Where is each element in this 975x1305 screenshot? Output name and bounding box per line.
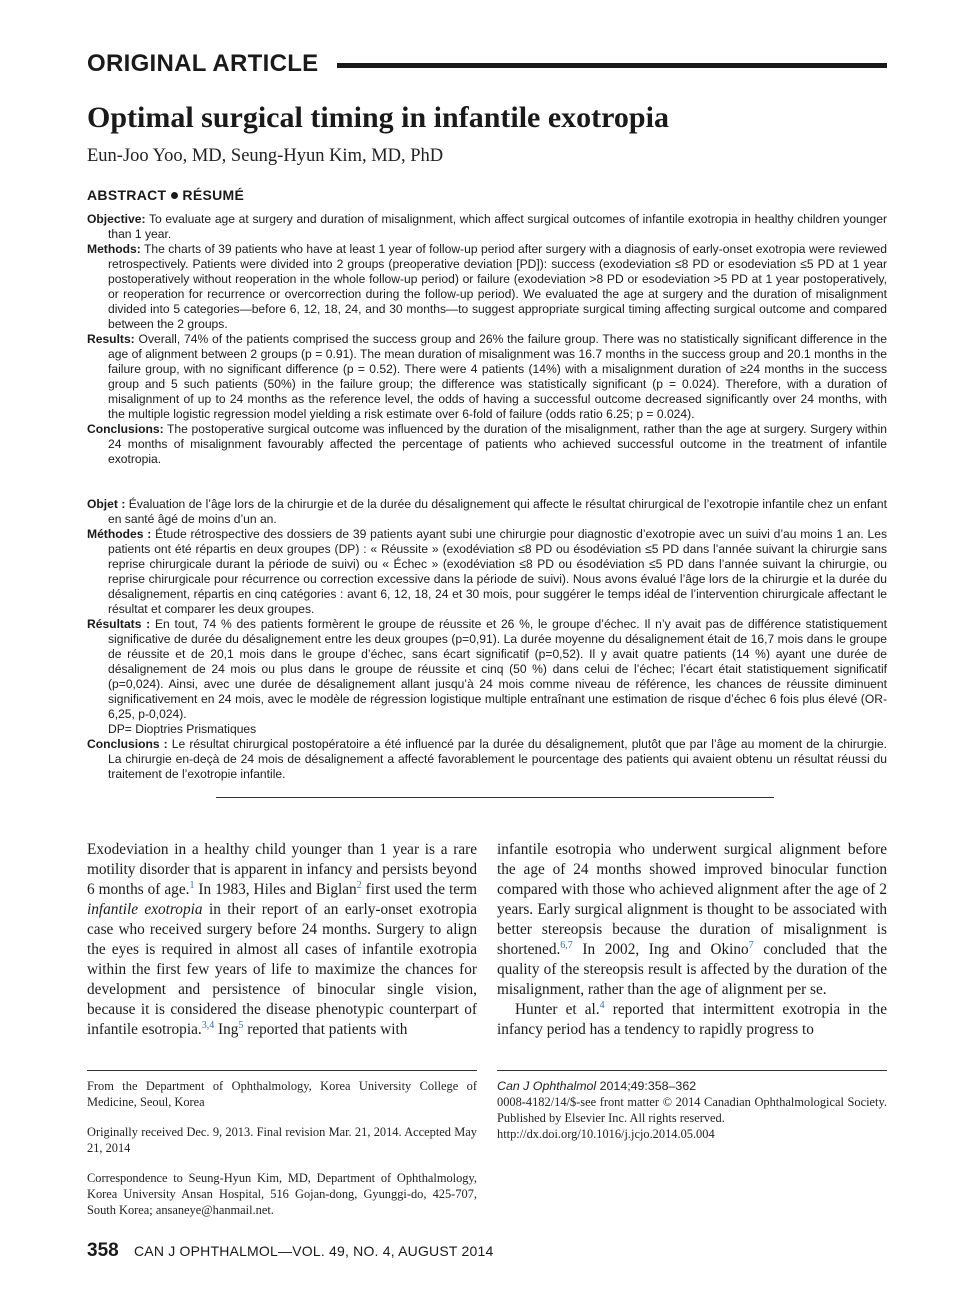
dp-note: DP= Dioptries Prismatiques [108,722,257,736]
term-emphasis: infantile exotropia [87,901,203,918]
abstract-heading-en: ABSTRACT [87,187,167,203]
abstract-conclusions [87,422,887,467]
objet-text: Évaluation de l’âge lors de la chirurgie et de la durée du désalignement qui affecte le résultat chirurgical de l’exotropie infantile chez un enfant en santé âgé de moins d’un an. [108,497,888,526]
section-rule [337,63,887,68]
objet-label: Objet : [87,497,126,511]
conclusions-text: The postoperative surgical outcome was influenced by the duration of the misalignment, rather than the age at surgery. Surgery within 24 months of misalignment favourably affected the percentage of patients who achieved successful outcome in the treatment of infantile exotropia. [108,422,887,466]
journal-citation [497,1078,887,1094]
affiliation-note: From the Department of Ophthalmology, Korea University College of Medicine, Seoul, Korea [87,1079,477,1109]
citation-link[interactable]: 3,4 [201,1019,215,1031]
body-paragraph: Exodeviation in a healthy child younger than 1 year is a rare motility disorder that is apparent in infancy and persists beyond 6 months of age.$^1$ In 1983, Hiles and Biglan$^2$ first used the term infantile exotropia in their report of an early-onset exotropia case who received surgery before 24 months. Surgery to align the eyes is required in almost all cases of infantile exotropia within the first few years of life to maximize the chances for development and persistence of binocular single vision, because it is considered the disease phenotypic counterpart of infantile esotropia.$^{3,4}$ Ing$^5$ reported that patients with [87,841,477,1038]
footnotes-left [87,1078,477,1232]
methodes-text: Étude rétrospective des dossiers de 39 patients ayant subi une chirurgie pour diagnostic d’exotropie avec un suivi d’au moins 1 an. Les patients ont été répartis en deux groupes (DP) : « Réussite » (exodéviation ≤8 PD ou ésodéviation ≤5 PD dans l’année suivant la chirurgie sans reprise chirurgicale durant la période de suivi) ou « Échec » (exodéviation ≤8 PD ou ésodéviation ≤5 PD dans l’année suivant la chirurgie, ou reprise chirurgicale pour récurrence ou correction excessive dans la période de suivi). Nous avons évalué l’âge lors de la chirurgie et la durée du désalignement, répartis en cinq catégories : avant 6, 12, 18, 24 et 30 mois, pour suggérer le temps idéal de l’intervention chirurgicale affectant le résultat et comparer les deux groupes. [108,527,887,616]
methods-text: The charts of 39 patients who have at least 1 year of follow-up period after surgery with a diagnosis of early-onset exotropia were reviewed retrospectively. Patients were divided into 2 groups (preoperative deviation [PD]): success (exodeviation ≤8 PD or esodeviation ≤5 PD at 1 year postoperatively without reoperation in the whole follow-up period) or failure (exodeviation >8 PD or esodeviation >5 PD at 1 year postoperatively, or reoperation for recurrence or overcorrection during the follow-up period). We evaluated the age at surgery and the duration of misalignment divided into 5 categories—before 6, 12, 18, 24, and 30 months—to suggest appropriate surgical timing affecting surgical outcome and compared between the 2 groups. [108,242,887,331]
conclusions-fr-label: Conclusions : [87,737,168,751]
body-paragraph: Hunter et al.$^4$ reported that intermittent exotropia in the infancy period has a tendency to rapidly progress to [497,999,887,1038]
resume-conclusions [87,737,887,782]
abstract-heading-fr: RÉSUMÉ [182,187,245,203]
article-title: Optimal surgical timing in infantile exotropia [87,101,669,134]
journal-reference: 2014;49:358–362 [599,1079,697,1093]
methods-label: Methods: [87,242,141,256]
resume-methodes [87,527,887,617]
abstract-objective [87,212,887,242]
copyright-note: 0008-4182/14/$-see front matter © 2014 Canadian Ophthalmological Society. Published by Elsevier Inc. All rights reserved. [497,1095,887,1125]
citation-link[interactable]: 6,7 [560,939,573,951]
citation-link[interactable]: 1 [189,879,195,891]
citation-link[interactable]: 5 [238,1019,244,1031]
footnote-divider-left [87,1070,477,1071]
results-label: Results: [87,332,135,346]
page-number: 358 [87,1240,119,1261]
citation-link[interactable]: 2 [356,879,362,891]
section-label: ORIGINAL ARTICLE [87,50,319,77]
resultats-text: En tout, 74 % des patients formèrent le groupe de réussite et 26 %, le groupe d’échec. Il n’y avait pas de différence statistiquement significative de durée du désalignement entre les deux groupes (p=0,91). La durée moyenne du désalignement était de 16,7 mois dans le groupe de réussite et de 20,1 mois dans le groupe d’échec, sans écart significatif (p=0,52). Il y avait quatre patients (14 %) ayant une durée de désalignement de 24 mois ou plus dans le groupe de réussite et cinq (50 %) dans celui de l’échec; l’écart était statistiquement significatif (p=0,024). Ainsi, avec une durée de désalignement allant jusqu’à 24 mois comme niveau de référence, les chances de réussite diminuent significativement en 24 mois, avec le modèle de régression logistique multiple entraînant une estimation de risque d’échec 6 fois plus élevé (OR-6,25, p-0,024). [108,617,887,721]
abstract-english [87,212,887,467]
body-column-left [87,840,477,1062]
doi-link[interactable]: http://dx.doi.org/10.1016/j.jcjo.2014.05.004 [497,1127,715,1141]
objective-text: To evaluate age at surgery and duration of misalignment, which affect surgical outcomes of infantile exotropia in healthy children younger than 1 year. [108,212,887,241]
bullet-icon [171,192,178,199]
citation-link[interactable]: 7 [748,939,754,951]
resume-objet [87,497,887,527]
body-paragraph: infantile esotropia who underwent surgical alignment before the age of 24 months showed improved binocular function compared with those who achieved alignment after the age of 2 years. Early surgical alignment is thought to be associated with better stereopsis because the duration of misalignment is shortened.$^{6,7}$ In 2002, Ing and Okino$^7$ concluded that the quality of the stereopsis result is affected by the duration of the misalignment, rather than the age of alignment per se. [497,841,887,998]
abstract-heading [87,187,244,203]
journal-name: Can J Ophthalmol [497,1079,597,1093]
objective-label: Objective: [87,212,146,226]
correspondence-note: Correspondence to Seung-Hyun Kim, MD, Department of Ophthalmology, Korea University Ansan Hospital, 516 Gojan-dong, Gyunggi-do, 425-707, South Korea; ansaneye@hanmail.net. [87,1171,477,1217]
received-note: Originally received Dec. 9, 2013. Final revision Mar. 21, 2014. Accepted May 21, 2014 [87,1125,477,1155]
conclusions-label: Conclusions: [87,422,164,436]
resultats-label: Résultats : [87,617,151,631]
running-footer: CAN J OPHTHALMOL—VOL. 49, NO. 4, AUGUST 2014 [134,1243,494,1259]
footnotes-right [497,1078,887,1142]
methodes-label: Méthodes : [87,527,152,541]
abstract-methods [87,242,887,332]
abstract-results [87,332,887,422]
body-column-right [497,840,887,1062]
abstract-divider [216,797,774,798]
author-list: Eun-Joo Yoo, MD, Seung-Hyun Kim, MD, PhD [87,146,444,166]
conclusions-fr-text: Le résultat chirurgical postopératoire a été influencé par la durée du désalignement, plutôt que par l’âge au moment de la chirurgie. La chirurgie en-deçà de 24 mois de désalignement a affecté favorablement le pourcentage des patients qui avaient obtenu un résultat réussi du traitement de l’exotropie infantile. [108,737,887,781]
footnote-divider-right [497,1070,887,1071]
abstract-french [87,497,887,782]
resume-resultats [87,617,887,737]
citation-link[interactable]: 4 [599,999,605,1011]
results-text: Overall, 74% of the patients comprised the success group and 26% the failure group. There was no statistically significant difference in the age of alignment between 2 groups (p = 0.91). The mean duration of misalignment was 16.7 months in the success group and 20.1 months in the failure group, with no significant difference (p = 0.52). There were 4 patients (14%) with a misalignment duration of ≥24 months in the success group and 5 such patients (50%) in the failure group; the difference was statistically significant (p = 0.024). Therefore, with a duration of misalignment of up to 24 months as the reference level, the odds of having a successful outcome decreased significantly over 24 months, with the multiple logistic regression model yielding a risk estimate over 6-fold of failure (odds ratio 6.25; p = 0.024). [108,332,887,421]
